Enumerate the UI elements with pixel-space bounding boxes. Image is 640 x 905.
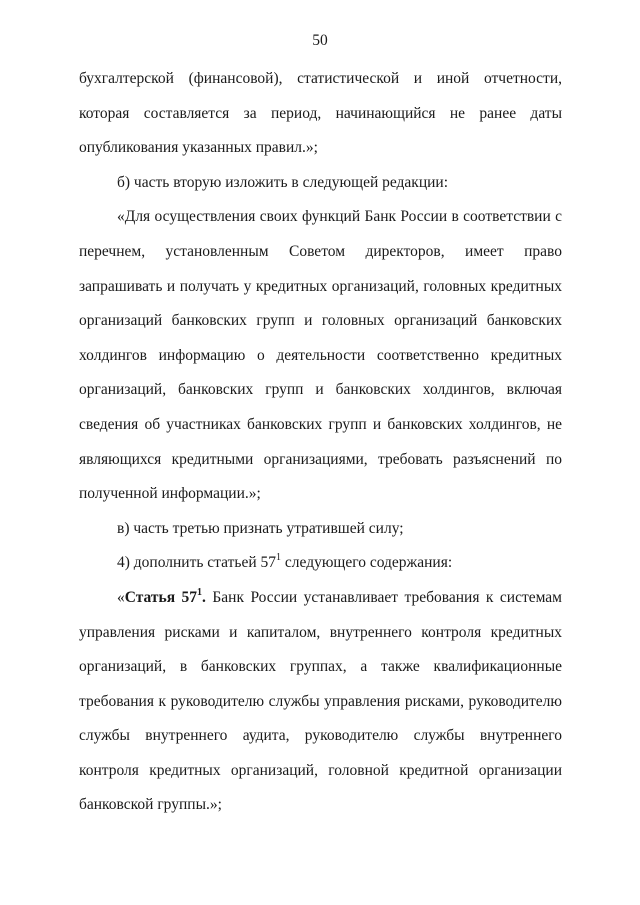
paragraph-part-two: б) часть вторую изложить в следующей редакции: <box>117 173 449 191</box>
paragraph-bank-rights: «Для осуществления своих функций Банк России в соответствии с перечнем, установленным Советом директоров, имеет право запрашивать и получать у кредитных организаций, головных кредитных организаций банковских групп и головных организаций банковских холдингов информацию о деятельности соответственно кредитных организаций, банковских групп и банковских холдингов, включая сведения об участниках банковских групп и банковских холдингов, не являющихся кредитными организациями, требовать разъяснений по полученной информации.»; <box>79 208 562 503</box>
open-quote: « <box>117 588 125 606</box>
paragraph-part-three: в) часть третью признать утратившей силу; <box>117 519 404 537</box>
article-heading-text: Статья 57 <box>124 588 198 606</box>
article-superscript: 1 <box>276 552 282 564</box>
article-heading <box>124 586 206 606</box>
paragraph-article-57-1 <box>79 581 562 823</box>
article-body-text: Банк России устанавливает требования к системам управления рисками и капиталом, внутреннего контроля кредитных организаций, в банковских группах, а также квалификационные требования к руководителю службы управления рисками, руководителю службы внутреннего аудита, руководителю службы внутреннего контроля кредитных организаций, головной кредитной организации банковской группы.»; <box>79 588 562 814</box>
add-article-text-end: следующего содержания: <box>281 554 453 572</box>
article-heading-superscript: 1 <box>197 586 203 598</box>
article-heading-dot: . <box>202 588 206 606</box>
add-article-text: 4) дополнить статьей 57 <box>117 554 277 572</box>
paragraph-continuation: бухгалтерской (финансовой), статистической и иной отчетности, которая составляется за период, начинающийся не ранее даты опубликования указанных правил.»; <box>79 70 562 157</box>
document-body <box>79 62 562 823</box>
paragraph-add-article <box>79 546 562 581</box>
page-number: 50 <box>312 32 328 49</box>
